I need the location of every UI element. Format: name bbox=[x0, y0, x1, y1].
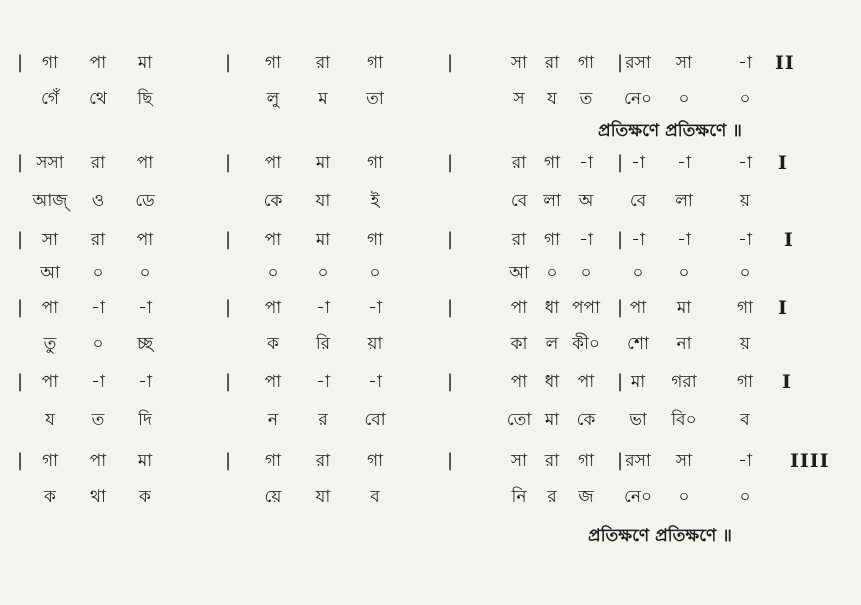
swara-note: রসা bbox=[625, 451, 651, 471]
swara-note: সা bbox=[510, 53, 528, 73]
lyric-syllable: ক bbox=[267, 334, 279, 354]
lyric-syllable: অ bbox=[578, 191, 594, 211]
swara-note: গা bbox=[41, 451, 59, 471]
swara-note: মা bbox=[137, 53, 153, 73]
swara-row bbox=[0, 225, 861, 255]
barline: | bbox=[616, 371, 624, 392]
lyric-syllable: আ bbox=[509, 263, 529, 283]
swara-note: -া bbox=[138, 298, 152, 318]
swara-note: -া bbox=[631, 230, 645, 250]
section-end-mark: I bbox=[778, 152, 788, 174]
swara-note: ধা bbox=[544, 298, 560, 318]
swara-note: -া bbox=[631, 153, 645, 173]
section-end-mark: I bbox=[778, 297, 788, 319]
lyric-syllable: ০ bbox=[739, 263, 751, 283]
lyric-syllable: ই bbox=[370, 191, 380, 211]
swara-note: -া bbox=[91, 298, 105, 318]
swara-note: সা bbox=[675, 53, 693, 73]
barline: | bbox=[16, 371, 24, 392]
swara-row bbox=[0, 48, 861, 78]
swara-note: গা bbox=[577, 451, 595, 471]
lyric-syllable: কী০ bbox=[572, 334, 600, 354]
barline: | bbox=[16, 52, 24, 73]
swara-note: গরা bbox=[671, 372, 697, 392]
lyric-row bbox=[0, 329, 861, 359]
lyric-syllable: য bbox=[45, 410, 55, 430]
lyric-syllable: নে০ bbox=[623, 89, 653, 109]
lyric-syllable: ব bbox=[740, 410, 750, 430]
swara-note: গা bbox=[543, 230, 561, 250]
barline: | bbox=[224, 152, 232, 173]
barline: | bbox=[446, 52, 454, 73]
lyric-syllable: মা bbox=[544, 410, 560, 430]
swara-note: গা bbox=[264, 451, 282, 471]
lyric-row bbox=[0, 405, 861, 435]
swara-note: -া bbox=[316, 372, 330, 392]
lyric-syllable: যা bbox=[315, 487, 331, 507]
barline: | bbox=[16, 450, 24, 471]
lyric-syllable: ছি bbox=[137, 89, 153, 109]
swara-note: গা bbox=[736, 372, 754, 392]
lyric-syllable: ত bbox=[91, 410, 105, 430]
lyric-syllable: ০ bbox=[267, 263, 279, 283]
lyric-syllable: ০ bbox=[317, 263, 329, 283]
barline: | bbox=[224, 371, 232, 392]
lyric-syllable: ০ bbox=[678, 263, 690, 283]
lyric-syllable: দি bbox=[138, 410, 152, 430]
swara-note: পা bbox=[264, 372, 282, 392]
swara-note: পা bbox=[41, 298, 59, 318]
swara-note: -া bbox=[677, 153, 691, 173]
swara-note: গা bbox=[264, 53, 282, 73]
lyric-syllable: ০ bbox=[546, 263, 558, 283]
barline: | bbox=[16, 152, 24, 173]
lyric-syllable: য় bbox=[739, 191, 751, 211]
lyric-syllable: ০ bbox=[92, 334, 104, 354]
swara-note: পা bbox=[136, 230, 154, 250]
swara-note: -া bbox=[368, 298, 382, 318]
barline: | bbox=[446, 371, 454, 392]
swara-note: ধা bbox=[544, 372, 560, 392]
lyric-syllable: জ bbox=[578, 487, 594, 507]
lyric-syllable: গেঁ bbox=[40, 89, 60, 109]
swara-note: পা bbox=[89, 451, 107, 471]
swara-note: -া bbox=[738, 153, 752, 173]
barline: | bbox=[224, 297, 232, 318]
lyric-syllable: তু bbox=[43, 334, 57, 354]
lyric-syllable: ত bbox=[579, 89, 593, 109]
lyric-syllable: ম bbox=[318, 89, 328, 109]
lyric-syllable: ক bbox=[44, 487, 56, 507]
lyric-syllable: র bbox=[318, 410, 328, 430]
swara-note: -া bbox=[677, 230, 691, 250]
barline: | bbox=[616, 450, 624, 471]
swara-note: রা bbox=[511, 230, 527, 250]
swara-note: গা bbox=[41, 53, 59, 73]
lyric-syllable: স bbox=[513, 89, 525, 109]
lyric-syllable: ০ bbox=[632, 263, 644, 283]
swara-note: -া bbox=[579, 153, 593, 173]
swara-note: পা bbox=[510, 298, 528, 318]
lyric-row bbox=[0, 84, 861, 114]
lyric-syllable: কে bbox=[576, 410, 596, 430]
lyric-syllable: ০ bbox=[369, 263, 381, 283]
lyric-syllable: ক bbox=[139, 487, 151, 507]
lyric-syllable: লা bbox=[675, 191, 693, 211]
swara-note: মা bbox=[315, 153, 331, 173]
swara-row bbox=[0, 293, 861, 323]
lyric-syllable: ল bbox=[545, 334, 559, 354]
swara-note: গা bbox=[366, 230, 384, 250]
lyric-syllable: ০ bbox=[678, 487, 690, 507]
swara-note: পা bbox=[510, 372, 528, 392]
swara-note: গা bbox=[366, 451, 384, 471]
swara-note: পা bbox=[89, 53, 107, 73]
lyric-syllable: য় bbox=[739, 334, 751, 354]
swara-note: মা bbox=[315, 230, 331, 250]
swara-note: রা bbox=[315, 451, 331, 471]
swara-note: পা bbox=[264, 153, 282, 173]
swara-note: সসা bbox=[36, 153, 64, 173]
barline: | bbox=[16, 297, 24, 318]
lyric-row bbox=[0, 482, 861, 512]
swara-note: -া bbox=[738, 451, 752, 471]
swara-note: পা bbox=[577, 372, 595, 392]
section-end-mark: II bbox=[775, 52, 795, 74]
swara-note: পা bbox=[41, 372, 59, 392]
lyric-syllable: না bbox=[676, 334, 692, 354]
swara-note: রা bbox=[544, 53, 560, 73]
swara-note: সা bbox=[41, 230, 59, 250]
swara-note: মা bbox=[630, 372, 646, 392]
barline: | bbox=[616, 52, 624, 73]
swara-note: -া bbox=[738, 230, 752, 250]
lyric-syllable: ০ bbox=[739, 89, 751, 109]
refrain-line-2: প্রতিক্ষণে প্রতিক্ষণে ॥ bbox=[588, 526, 732, 546]
swara-note: -া bbox=[579, 230, 593, 250]
lyric-syllable: থে bbox=[89, 89, 107, 109]
swara-note: পা bbox=[264, 230, 282, 250]
swara-note: গা bbox=[736, 298, 754, 318]
swara-note: রা bbox=[511, 153, 527, 173]
swara-note: পা bbox=[136, 153, 154, 173]
lyric-syllable: বি০ bbox=[671, 410, 697, 430]
lyric-syllable: ব bbox=[370, 487, 380, 507]
section-end-mark: IIII bbox=[790, 450, 830, 472]
lyric-syllable: নি bbox=[511, 487, 527, 507]
swara-note: রা bbox=[90, 230, 106, 250]
swara-note: মা bbox=[676, 298, 692, 318]
lyric-syllable: লু bbox=[266, 89, 280, 109]
barline: | bbox=[446, 229, 454, 250]
swara-note: মা bbox=[137, 451, 153, 471]
swara-row bbox=[0, 367, 861, 397]
lyric-syllable: র bbox=[547, 487, 557, 507]
lyric-syllable: রি bbox=[315, 334, 331, 354]
swara-note: গা bbox=[366, 153, 384, 173]
lyric-syllable: চ্ছ bbox=[136, 334, 154, 354]
lyric-syllable: আজ্ bbox=[32, 191, 68, 211]
lyric-syllable: লা bbox=[543, 191, 561, 211]
lyric-syllable: যা bbox=[315, 191, 331, 211]
swara-note: -া bbox=[316, 298, 330, 318]
refrain-line-1: প্রতিক্ষণে প্রতিক্ষণে ॥ bbox=[598, 121, 742, 141]
barline: | bbox=[616, 229, 624, 250]
swara-note: -া bbox=[368, 372, 382, 392]
section-end-mark: I bbox=[784, 229, 794, 251]
swara-row bbox=[0, 148, 861, 178]
lyric-syllable: কা bbox=[510, 334, 528, 354]
lyric-syllable: ০ bbox=[92, 263, 104, 283]
barline: | bbox=[616, 297, 624, 318]
barline: | bbox=[446, 297, 454, 318]
swara-note: রসা bbox=[625, 53, 651, 73]
barline: | bbox=[446, 152, 454, 173]
swara-note: রা bbox=[315, 53, 331, 73]
barline: | bbox=[616, 152, 624, 173]
swara-note: -া bbox=[738, 53, 752, 73]
swara-note: পা bbox=[264, 298, 282, 318]
swara-note: -া bbox=[138, 372, 152, 392]
lyric-syllable: বে bbox=[629, 191, 647, 211]
barline: | bbox=[446, 450, 454, 471]
barline: | bbox=[16, 229, 24, 250]
lyric-syllable: ও bbox=[91, 191, 105, 211]
section-end-mark: I bbox=[782, 371, 792, 393]
swara-note: গা bbox=[366, 53, 384, 73]
swara-row bbox=[0, 446, 861, 476]
swara-note: রা bbox=[544, 451, 560, 471]
swara-note: সা bbox=[510, 451, 528, 471]
lyric-syllable: ০ bbox=[580, 263, 592, 283]
swara-note: পপা bbox=[571, 298, 601, 318]
swara-note: রা bbox=[90, 153, 106, 173]
swara-note: গা bbox=[577, 53, 595, 73]
swara-note: সা bbox=[675, 451, 693, 471]
swara-note: গা bbox=[543, 153, 561, 173]
lyric-syllable: ০ bbox=[739, 487, 751, 507]
lyric-syllable: আ bbox=[40, 263, 60, 283]
lyric-syllable: য়া bbox=[367, 334, 383, 354]
lyric-syllable: ডে bbox=[135, 191, 155, 211]
lyric-syllable: ন bbox=[267, 410, 279, 430]
lyric-syllable: বো bbox=[364, 410, 386, 430]
lyric-row bbox=[0, 186, 861, 216]
lyric-syllable: থা bbox=[90, 487, 106, 507]
lyric-syllable: বে bbox=[510, 191, 528, 211]
swara-note: -া bbox=[91, 372, 105, 392]
lyric-syllable: নে০ bbox=[623, 487, 653, 507]
lyric-syllable: শো bbox=[627, 334, 649, 354]
lyric-syllable: ভা bbox=[629, 410, 647, 430]
lyric-syllable: য bbox=[547, 89, 557, 109]
lyric-syllable: তা bbox=[366, 89, 384, 109]
lyric-row bbox=[0, 258, 861, 288]
barline: | bbox=[224, 450, 232, 471]
lyric-syllable: তো bbox=[506, 410, 532, 430]
barline: | bbox=[224, 229, 232, 250]
lyric-syllable: ০ bbox=[139, 263, 151, 283]
swara-note: পা bbox=[629, 298, 647, 318]
lyric-syllable: ০ bbox=[678, 89, 690, 109]
lyric-syllable: কে bbox=[263, 191, 283, 211]
barline: | bbox=[224, 52, 232, 73]
lyric-syllable: য়ে bbox=[264, 487, 282, 507]
